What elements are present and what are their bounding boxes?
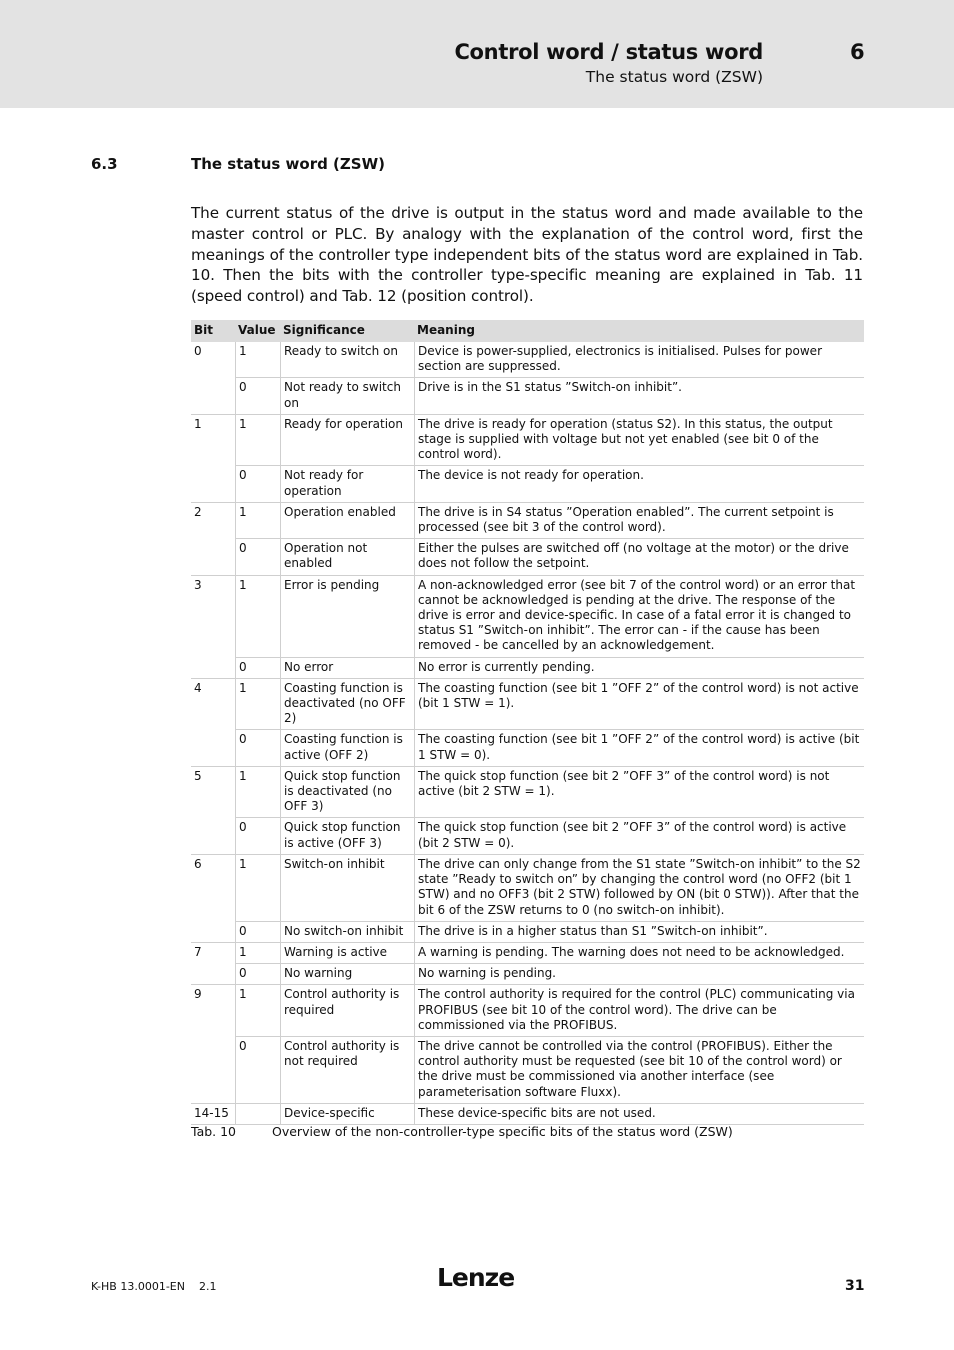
section-number: 6.3 (91, 155, 118, 173)
table-row (191, 730, 864, 766)
bit-cell: 5 (194, 768, 202, 783)
bit-cell (191, 658, 235, 679)
significance-cell: Coasting function is active (OFF 2) (280, 730, 414, 766)
table-row (191, 658, 864, 679)
lenze-logo: Lenze (437, 1263, 515, 1292)
meaning-cell: A non-acknowledged error (see bit 7 of the control word) or an error that cannot be acknowledged is pending at the drive. The response of the drive is error and device-specific. In case of a fatal error it is changed to status S1 ”Switch-on inhibit”. The error can - if the cause has been removed - be cancelled by an acknowledgement. (414, 576, 864, 658)
meaning-cell: The coasting function (see bit 1 ”OFF 2” of the control word) is active (bit 1 STW = 0). (414, 730, 864, 766)
meaning-cell: The drive cannot be controlled via the control (PROFIBUS). Either the control authority must be requested (see bit 10 of the control word) or the drive must be commissioned via another interface (see parameterisation software Fluxx). (414, 1037, 864, 1104)
significance-cell: Device-specific (280, 1104, 414, 1125)
header-value: Value (235, 320, 280, 342)
significance-cell: Control authority is not required (280, 1037, 414, 1104)
value-cell: 1 (235, 985, 280, 1037)
bit-cell (191, 818, 235, 854)
meaning-cell: The quick stop function (see bit 2 ”OFF 3” of the control word) is active (bit 2 STW = 0). (414, 818, 864, 854)
value-cell: 1 (235, 855, 280, 922)
significance-cell: Quick stop function is active (OFF 3) (280, 818, 414, 854)
table-row (191, 855, 864, 922)
meaning-cell: No error is currently pending. (414, 658, 864, 679)
significance-cell: Quick stop function is deactivated (no OFF 3) (280, 767, 414, 819)
table-row (191, 466, 864, 502)
value-cell: 0 (235, 466, 280, 502)
chapter-subtitle: The status word (ZSW) (585, 68, 763, 86)
significance-cell: Ready to switch on (280, 342, 414, 378)
intro-paragraph: The current status of the drive is output in the status word and made available to the master control or PLC. By analogy with the explanation of the control word, first the meanings of the controller type independent bits of the status word are explained in Tab. 10. Then the bits with the controller type-specific meaning are explained in Tab. 11 (speed control) and Tab. 12 (position control). (191, 204, 863, 306)
table-row (191, 985, 864, 1037)
meaning-cell: No warning is pending. (414, 964, 864, 985)
bit-cell: 9 (194, 987, 202, 1002)
value-cell (235, 1104, 280, 1125)
bit-cell (191, 964, 235, 985)
bit-cell: 1 (194, 416, 202, 431)
value-cell: 0 (235, 1037, 280, 1104)
value-cell: 1 (235, 576, 280, 658)
footer-document-id (91, 1280, 216, 1293)
meaning-cell: These device-specific bits are not used. (414, 1104, 864, 1125)
bit-cell (191, 922, 235, 943)
bit-cell: 7 (194, 944, 202, 959)
meaning-cell: The control authority is required for the control (PLC) communicating via PROFIBUS (see bit 10 of the control word). The drive can be commissioned via the PROFIBUS. (414, 985, 864, 1037)
bit-cell: 2 (194, 504, 202, 519)
table-row (191, 767, 864, 819)
meaning-cell: The drive can only change from the S1 state ”Switch-on inhibit” to the S2 state ”Ready to switch on” by changing the control word (no OFF2 (bit 1 STW) and no OFF3 (bit 2 STW) followed by ON (bit 0 STW)). After that the bit 6 of the ZSW returns to 0 (no switch-on inhibit). (414, 855, 864, 922)
value-cell: 0 (235, 539, 280, 575)
meaning-cell: A warning is pending. The warning does not need to be acknowledged. (414, 943, 864, 964)
header-bit: Bit (191, 320, 235, 342)
value-cell: 1 (235, 943, 280, 964)
bit-cell: 6 (194, 856, 202, 871)
table-row (191, 922, 864, 943)
value-cell: 1 (235, 767, 280, 819)
value-cell: 0 (235, 818, 280, 854)
significance-cell: Not ready for operation (280, 466, 414, 502)
table-row (191, 679, 864, 731)
table-body (191, 342, 864, 1125)
value-cell: 1 (235, 415, 280, 467)
significance-cell: No warning (280, 964, 414, 985)
table-header-row (191, 320, 864, 342)
significance-cell: Switch-on inhibit (280, 855, 414, 922)
table-row (191, 1037, 864, 1104)
meaning-cell: The device is not ready for operation. (414, 466, 864, 502)
table-row (191, 1104, 864, 1125)
value-cell: 0 (235, 658, 280, 679)
significance-cell: No error (280, 658, 414, 679)
value-cell: 1 (235, 679, 280, 731)
bit-cell (191, 539, 235, 575)
table-row (191, 503, 864, 539)
value-cell: 1 (235, 342, 280, 378)
table-row (191, 539, 864, 575)
significance-cell: Coasting function is deactivated (no OFF 2) (280, 679, 414, 731)
bit-cell: 14-15 (191, 1104, 235, 1125)
header-meaning: Meaning (414, 320, 864, 342)
significance-cell: Not ready to switch on (280, 378, 414, 414)
bit-cell (191, 378, 235, 414)
section-title: The status word (ZSW) (191, 155, 385, 173)
meaning-cell: Drive is in the S1 status ”Switch-on inhibit”. (414, 378, 864, 414)
table-row (191, 964, 864, 985)
meaning-cell: The quick stop function (see bit 2 ”OFF 3” of the control word) is not active (bit 2 STW = 1). (414, 767, 864, 819)
significance-cell: Warning is active (280, 943, 414, 964)
bit-cell (191, 466, 235, 502)
chapter-title: Control word / status word (454, 40, 763, 64)
bit-cell (191, 730, 235, 766)
significance-cell: Control authority is required (280, 985, 414, 1037)
meaning-cell: The drive is in S4 status ”Operation enabled”. The current setpoint is processed (see bit 3 of the control word). (414, 503, 864, 539)
value-cell: 0 (235, 378, 280, 414)
significance-cell: Operation enabled (280, 503, 414, 539)
table-row (191, 576, 864, 658)
significance-cell: Ready for operation (280, 415, 414, 467)
meaning-cell: The drive is in a higher status than S1 ”Switch-on inhibit”. (414, 922, 864, 943)
value-cell: 0 (235, 922, 280, 943)
significance-cell: No switch-on inhibit (280, 922, 414, 943)
table-row (191, 342, 864, 378)
table-row (191, 943, 864, 964)
table-row (191, 818, 864, 854)
bit-cell: 3 (194, 577, 202, 592)
page-number: 31 (845, 1278, 865, 1294)
meaning-cell: The drive is ready for operation (status S2). In this status, the output stage is supplied with voltage but not yet enabled (see bit 0 of the control word). (414, 415, 864, 467)
header-significance: Significance (280, 320, 414, 342)
table-row (191, 415, 864, 467)
bit-cell: 0 (194, 344, 202, 358)
table-row (191, 378, 864, 414)
value-cell: 0 (235, 964, 280, 985)
bit-cell: 4 (194, 680, 202, 695)
value-cell: 1 (235, 503, 280, 539)
significance-cell: Error is pending (280, 576, 414, 658)
doc-version: 2.1 (198, 1280, 217, 1293)
status-word-table (191, 320, 864, 1125)
meaning-cell: Device is power-supplied, electronics is initialised. Pulses for power section are suppressed. (414, 342, 864, 378)
table-caption-label: Tab. 10 (191, 1124, 237, 1139)
doc-id: K-HB 13.0001-EN (91, 1280, 185, 1293)
bit-cell (191, 1037, 235, 1104)
chapter-number: 6 (850, 40, 865, 64)
table-caption-text: Overview of the non-controller-type specific bits of the status word (ZSW) (272, 1124, 733, 1139)
meaning-cell: Either the pulses are switched off (no voltage at the motor) or the drive does not follow the setpoint. (414, 539, 864, 575)
significance-cell: Operation not enabled (280, 539, 414, 575)
meaning-cell: The coasting function (see bit 1 ”OFF 2” of the control word) is not active (bit 1 STW = 1). (414, 679, 864, 731)
value-cell: 0 (235, 730, 280, 766)
